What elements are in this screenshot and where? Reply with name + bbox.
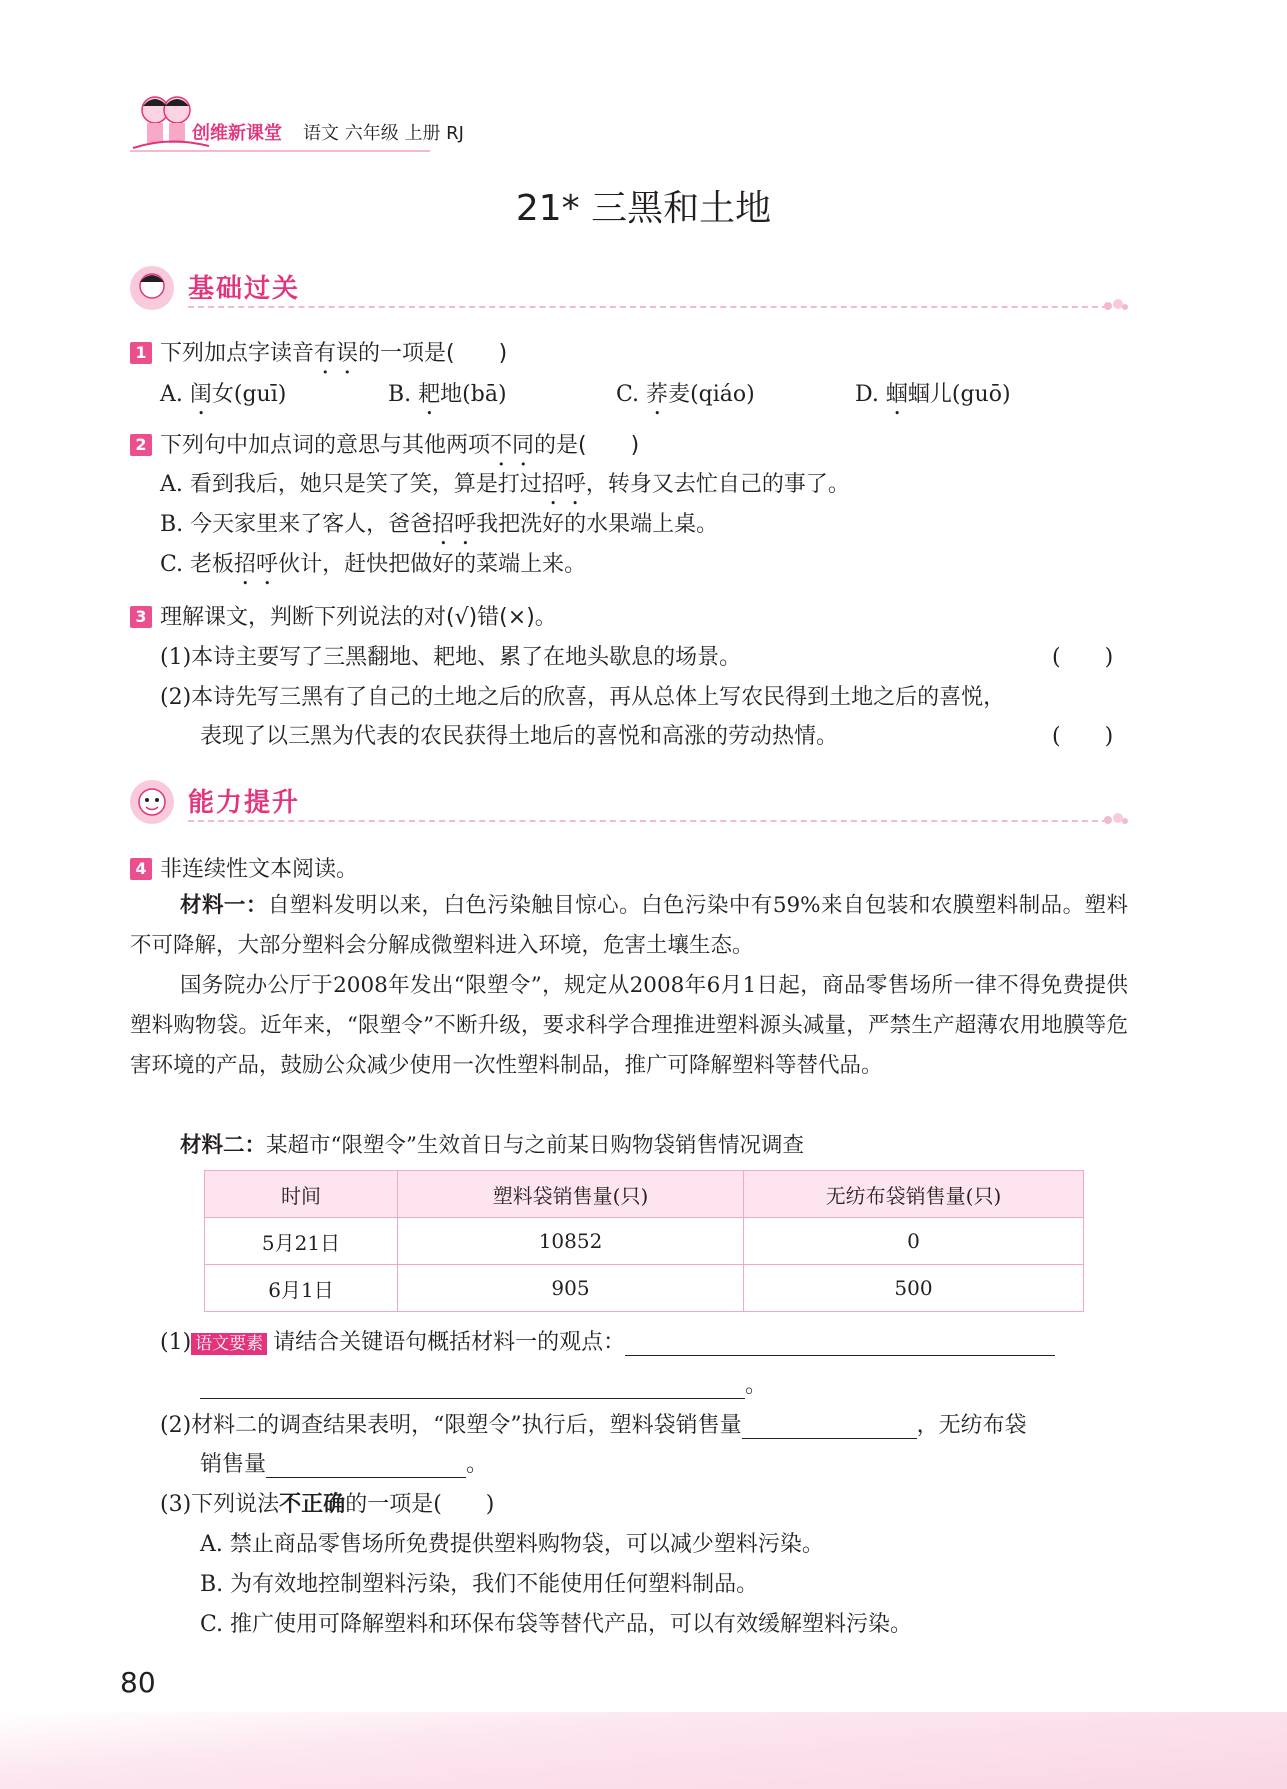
header-divider: [130, 150, 430, 152]
section-basic: [128, 262, 1128, 314]
q4-sub-3: (3)下列说法不正确的一项是( ): [160, 1492, 495, 1517]
material-1-label: 材料一：: [180, 893, 268, 918]
decorative-dots-icon: [1102, 298, 1128, 312]
table-cell: 0: [744, 1218, 1084, 1265]
lesson-title: 21* 三黑和土地: [515, 188, 772, 229]
q3-item-2-cont: 表现了以三黑为代表的农民获得土地后的喜悦和高涨的劳动热情。: [200, 724, 839, 749]
q1-option-d: D. 蝈蝈儿(guō): [855, 382, 1011, 407]
table-cell: 10852: [398, 1218, 744, 1265]
answer-blank[interactable]: [200, 1398, 745, 1399]
section-dashed-line: [188, 820, 1108, 822]
question-number-badge: 3: [130, 606, 152, 628]
table-row: [205, 1265, 1084, 1312]
q1-option-b: B. 耙地(bā): [388, 382, 507, 407]
q2-option-b: B. 今天家里来了客人，爸爸招呼我把洗好的水果端上桌。: [160, 512, 719, 537]
question-number-badge: 4: [130, 858, 152, 880]
table-header-row: [205, 1171, 1084, 1218]
q2-option-c: C. 老板招呼伙计，赶快把做好的菜端上来。: [160, 552, 587, 577]
brand-name: 创维新课堂: [192, 123, 282, 144]
table-cell: 5月21日: [205, 1218, 398, 1265]
q3-item-2: (2)本诗先写三黑有了自己的土地之后的欣喜，再从总体上写农民得到土地之后的喜悦，: [160, 685, 1006, 710]
q3-item-2-answer-paren[interactable]: ( ): [1052, 724, 1114, 749]
section-ability: [128, 776, 1128, 828]
table-cell: 905: [398, 1265, 744, 1312]
section-mascot-icon: [128, 778, 176, 826]
language-element-tag: 语文要素: [191, 1333, 267, 1355]
answer-blank[interactable]: [742, 1438, 917, 1439]
answer-blank[interactable]: [625, 1355, 1055, 1356]
question-4-stem: 4 非连续性文本阅读。: [130, 852, 358, 883]
answer-blank[interactable]: [266, 1477, 466, 1478]
table-row: [205, 1218, 1084, 1265]
q4-sub-1-cont: 。: [200, 1368, 767, 1399]
section-title: 能力提升: [188, 788, 301, 818]
table-cell: 500: [744, 1265, 1084, 1312]
table-header-cell: 无纺布袋销售量(只): [744, 1171, 1084, 1218]
material-1-paragraph-2: 国务院办公厅于2008年发出“限塑令”，规定从2008年6月1日起，商品零售场所一律不得免费提供塑料购物袋。近年来，“限塑令”不断升级，要求科学合理推进塑料源头减量，严禁生产超薄农用地膜等危害环境的产品，鼓励公众减少使用一次性塑料制品，推广可降解塑料等替代品。: [130, 973, 1128, 1078]
q4-sub-2-cont: 销售量 。: [200, 1452, 489, 1477]
footer-band: [0, 1712, 1287, 1789]
question-1-stem: 1 下列加点字读音有误的一项是( ): [130, 336, 507, 379]
q1-option-c: C. 荞麦(qiáo): [616, 382, 755, 407]
section-title: 基础过关: [188, 274, 301, 304]
table-cell: 6月1日: [205, 1265, 398, 1312]
section-mascot-icon: [128, 264, 176, 312]
material-2-caption: 材料二：某超市“限塑令”生效首日与之前某日购物袋销售情况调查: [180, 1133, 805, 1158]
table-header-cell: 塑料袋销售量(只): [398, 1171, 744, 1218]
page-number: 80: [120, 1666, 156, 1699]
question-number-badge: 1: [130, 342, 152, 364]
q3-item-1-answer-paren[interactable]: ( ): [1052, 645, 1114, 670]
q4-sub-3-option-a: A. 禁止商品零售场所免费提供塑料购物袋，可以减少塑料污染。: [200, 1532, 824, 1557]
material-1-paragraph: 材料一：自塑料发明以来，白色污染触目惊心。白色污染中有59%来自包装和农膜塑料制品。塑料不可降解，大部分塑料会分解成微塑料进入环境，危害土壤生态。: [130, 893, 1128, 958]
q4-sub-2: (2)材料二的调查结果表明，“限塑令”执行后，塑料袋销售量 ，无纺布袋: [160, 1413, 1027, 1438]
survey-table: [204, 1170, 1084, 1312]
question-2-stem: 2 下列句中加点词的意思与其他两项不同的是( ): [130, 428, 639, 471]
table-header-cell: 时间: [205, 1171, 398, 1218]
material-2-label: 材料二：: [180, 1133, 267, 1158]
section-dashed-line: [188, 306, 1108, 308]
q3-item-1: (1)本诗主要写了三黑翻地、耙地、累了在地头歇息的场景。: [160, 645, 742, 670]
question-number-badge: 2: [130, 434, 152, 456]
book-subject: 语文 六年级 上册 RJ: [303, 123, 464, 144]
question-3-stem: 3 理解课文，判断下列说法的对(√)错(×)。: [130, 600, 557, 631]
q2-option-a: A. 看到我后，她只是笑了笑，算是打过招呼，转身又去忙自己的事了。: [160, 472, 850, 497]
q4-sub-1: (1) 语文要素 请结合关键语句概括材料一的观点：: [160, 1325, 1055, 1356]
decorative-dots-icon: [1102, 812, 1128, 826]
q1-option-a: A. 闺女(guī): [160, 382, 287, 407]
q4-sub-3-option-c: C. 推广使用可降解塑料和环保布袋等替代产品，可以有效缓解塑料污染。: [200, 1612, 913, 1637]
q4-sub-3-option-b: B. 为有效地控制塑料污染，我们不能使用任何塑料制品。: [200, 1572, 759, 1597]
